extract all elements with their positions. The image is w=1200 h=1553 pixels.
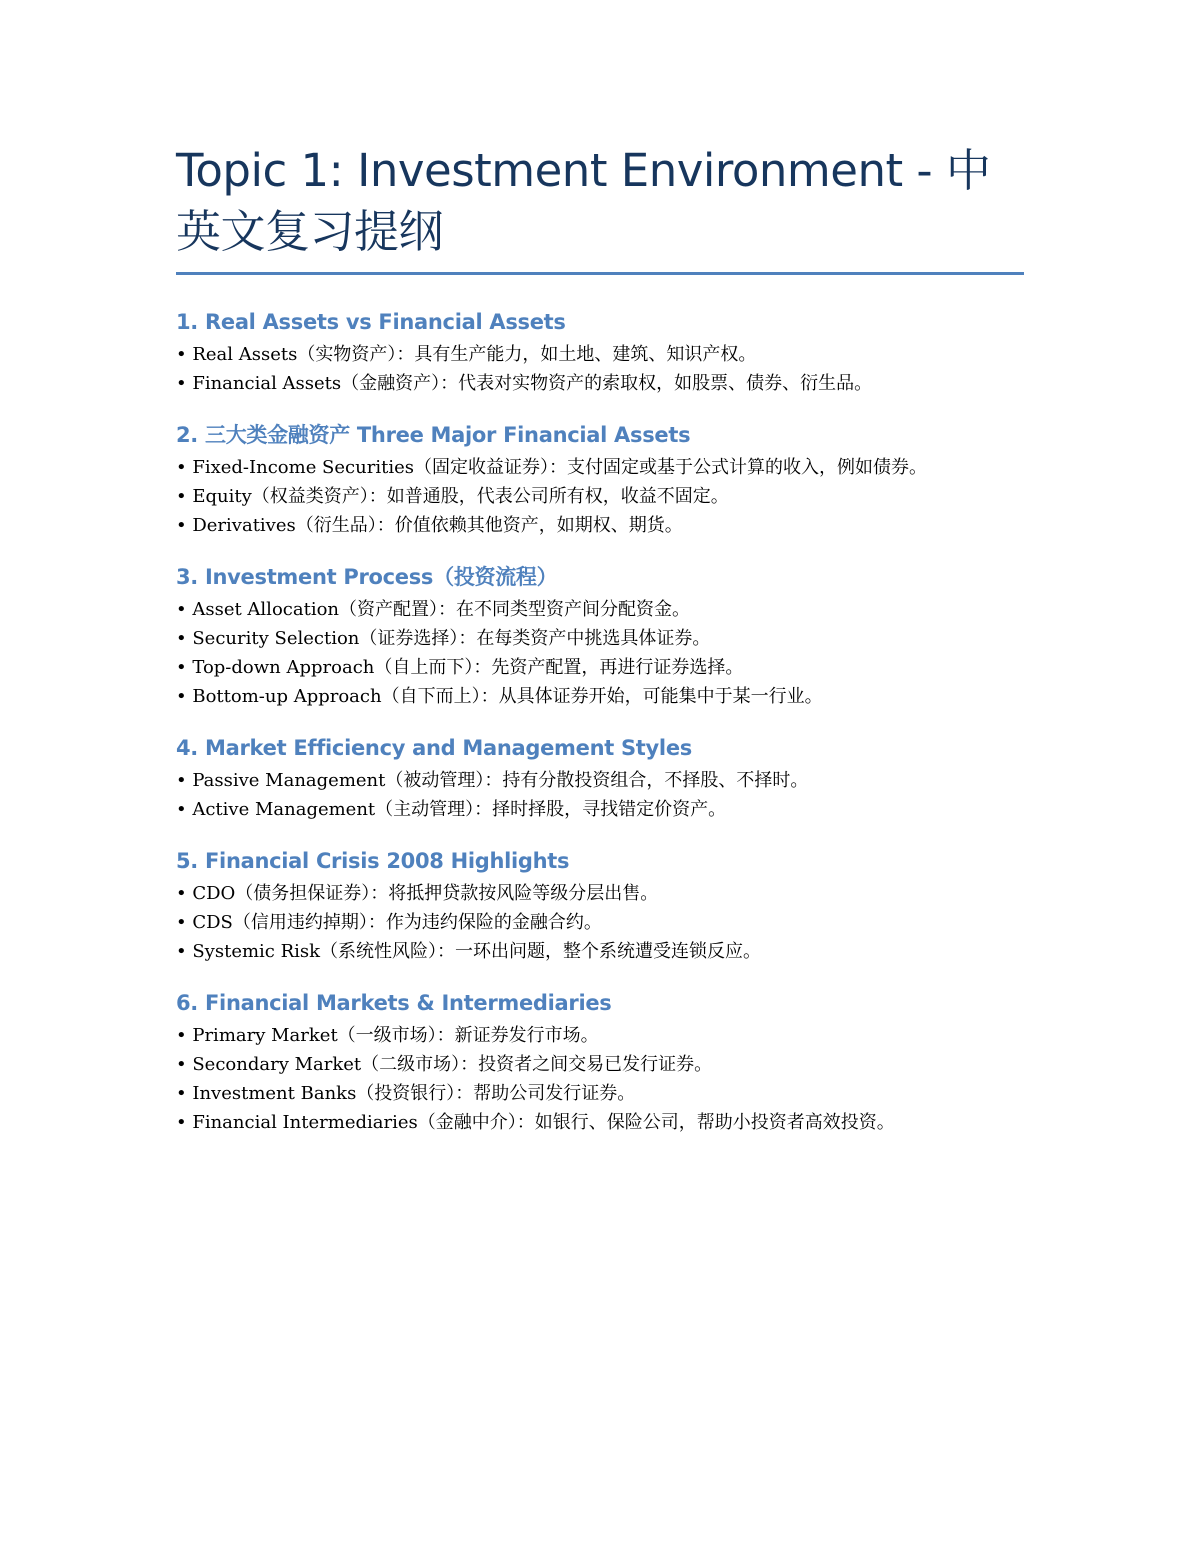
section-real-vs-financial-assets: [176, 307, 1024, 398]
list-item: [176, 453, 1024, 482]
list-item: [176, 482, 1024, 511]
list-item-text: Security Selection（证券选择）：在每类资产中挑选具体证券。: [192, 628, 711, 649]
list-item-text: Top-down Approach（自上而下）：先资产配置，再进行证券选择。: [192, 657, 744, 678]
list-item-text: Financial Assets（金融资产）：代表对实物资产的索取权，如股票、债券、衍生品。: [192, 373, 873, 394]
list-item: [176, 937, 1024, 966]
bullet-icon: •: [176, 373, 193, 394]
bullet-icon: •: [176, 686, 193, 707]
list-item-text: Derivatives（衍生品）：价值依赖其他资产，如期权、期货。: [192, 515, 683, 536]
bullet-icon: •: [176, 1112, 193, 1133]
bullet-icon: •: [176, 1083, 193, 1104]
section-market-efficiency: [176, 733, 1024, 824]
list-item: [176, 340, 1024, 369]
list-item-text: Investment Banks（投资银行）：帮助公司发行证券。: [192, 1083, 636, 1104]
section-investment-process: [176, 562, 1024, 711]
list-item: [176, 879, 1024, 908]
list-item: [176, 1079, 1024, 1108]
list-item: [176, 653, 1024, 682]
list-item-text: Primary Market（一级市场）：新证券发行市场。: [192, 1025, 599, 1046]
list-item: [176, 1108, 1024, 1137]
list-item-text: Systemic Risk（系统性风险）：一环出问题，整个系统遭受连锁反应。: [192, 941, 762, 962]
list-item: [176, 369, 1024, 398]
list-item-text: Active Management（主动管理）：择时择股，寻找错定价资产。: [192, 799, 727, 820]
list-item: [176, 511, 1024, 540]
list-item-text: Equity（权益类资产）：如普通股，代表公司所有权，收益不固定。: [192, 486, 729, 507]
bullet-icon: •: [176, 1025, 193, 1046]
bullet-icon: •: [176, 883, 193, 904]
list-item-text: Financial Intermediaries（金融中介）：如银行、保险公司，帮助小投资者高效投资。: [192, 1112, 895, 1133]
bullet-icon: •: [176, 599, 193, 620]
section-heading: 2. 三大类金融资产 Three Major Financial Assets: [176, 423, 691, 447]
list-item-text: CDO（债务担保证券）：将抵押贷款按风险等级分层出售。: [192, 883, 659, 904]
bullet-icon: •: [176, 486, 193, 507]
section-financial-markets-intermediaries: [176, 988, 1024, 1137]
list-item: [176, 595, 1024, 624]
list-item-text: Real Assets（实物资产）：具有生产能力，如土地、建筑、知识产权。: [192, 344, 757, 365]
list-item-text: Secondary Market（二级市场）：投资者之间交易已发行证券。: [192, 1054, 713, 1075]
list-item-text: Fixed-Income Securities（固定收益证券）：支付固定或基于公式计算的收入，例如债券。: [192, 457, 927, 478]
bullet-icon: •: [176, 515, 193, 536]
bullet-icon: •: [176, 941, 193, 962]
list-item: [176, 766, 1024, 795]
section-heading: 1. Real Assets vs Financial Assets: [176, 310, 566, 334]
list-item-text: Bottom-up Approach（自下而上）：从具体证券开始，可能集中于某一行业。: [192, 686, 823, 707]
bullet-icon: •: [176, 628, 193, 649]
section-heading: 4. Market Efficiency and Management Styles: [176, 736, 692, 760]
bullet-icon: •: [176, 912, 193, 933]
list-item-text: Passive Management（被动管理）：持有分散投资组合，不择股、不择时。: [192, 770, 809, 791]
bullet-icon: •: [176, 657, 193, 678]
bullet-icon: •: [176, 799, 193, 820]
section-heading: 5. Financial Crisis 2008 Highlights: [176, 849, 570, 873]
section-three-major-financial-assets: [176, 420, 1024, 540]
page-title: Topic 1: Investment Environment - 中英文复习提纲: [176, 144, 991, 258]
document-page: [176, 140, 1024, 1159]
list-item-text: Asset Allocation（资产配置）：在不同类型资产间分配资金。: [192, 599, 691, 620]
list-item: [176, 908, 1024, 937]
list-item: [176, 795, 1024, 824]
list-item: [176, 624, 1024, 653]
list-item: [176, 1050, 1024, 1079]
title-underline-divider: [176, 272, 1024, 275]
bullet-icon: •: [176, 770, 193, 791]
list-item: [176, 1021, 1024, 1050]
list-item: [176, 682, 1024, 711]
section-heading: 6. Financial Markets & Intermediaries: [176, 991, 612, 1015]
bullet-icon: •: [176, 457, 193, 478]
bullet-icon: •: [176, 1054, 193, 1075]
list-item-text: CDS（信用违约掉期）：作为违约保险的金融合约。: [192, 912, 602, 933]
section-financial-crisis-2008: [176, 846, 1024, 966]
bullet-icon: •: [176, 344, 193, 365]
section-heading: 3. Investment Process（投资流程）: [176, 565, 558, 589]
